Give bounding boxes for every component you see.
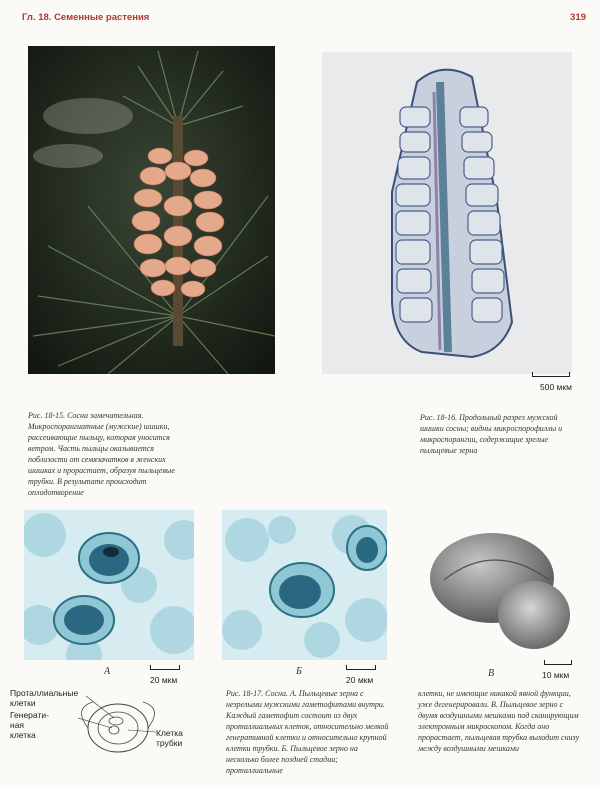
label-generative-line1: Генерати- [10, 710, 49, 720]
scale-label-fig16: 500 мкм [540, 382, 572, 392]
label-generative-cell [10, 710, 49, 740]
label-generative-line2: ная [10, 720, 25, 730]
pollen-sem-image [414, 520, 579, 660]
cone-section-micrograph [322, 52, 572, 374]
page-number: 319 [570, 12, 586, 23]
figure-letter-c: В [488, 668, 495, 679]
pollen-micrograph-a [24, 510, 194, 660]
pine-cones-photo [28, 46, 275, 374]
label-prothallial-cells [10, 688, 78, 708]
caption-fig16: Рис. 18-16. Продольный разрез мужской шишки сосны; видны микроспорофиллы и микроспорангии, содержащие зрелые пыльцевые зерна [420, 413, 563, 455]
scale-bar-b [346, 665, 376, 670]
label-prothallial-line1: Проталлиальные [10, 688, 79, 698]
running-head: Гл. 18. Семенные растения [22, 12, 150, 23]
scale-label-c: 10 мкм [542, 670, 570, 680]
pollen-micrograph-b [222, 510, 387, 660]
label-tube-line1: Клетка [156, 728, 183, 738]
scale-label-a: 20 мкм [150, 675, 178, 685]
caption-fig17-right: клетки, не имеющие никакой явной функции, уже дегенерировали. В. Пыльцевое зерно с двумя воздушными мешками под сканирующим электронным микроскопом. Когда оно прорастает, пыльцевая трубка выходит снизу между воздушными мешками [418, 689, 580, 753]
figure-letter-a: А [104, 666, 111, 677]
label-generative-line3: клетка [10, 730, 36, 740]
label-prothallial-line2: клетки [10, 698, 36, 708]
scale-bar-c [544, 660, 572, 665]
figure-letter-b: Б [296, 666, 302, 677]
scale-bar-a [150, 665, 180, 670]
caption-fig17-left: Рис. 18-17. Сосна. А. Пыльцевые зерна с незрелыми мужскими гаметофитами внутри. Каждый гаметофит состоит из двух проталлиальных клеток, относительно мелкой генеративной клетки и относительно крупной клетки трубки. Б. Пыльцевое зерно на несколько более поздней стадии; проталлиальные [226, 689, 389, 775]
caption-fig15: Рис. 18-15. Сосна замечательная. Микроспорангиатные (мужские) шишки, рассеивающие пыльцу, которая уносится ветром. Часть пыльцы оказывается поблизости от семязачатков в женских шишках и прорастает, образуя пыльцевые трубки. В результате происходит оплодотворение [28, 411, 175, 497]
scale-label-b: 20 мкм [346, 675, 374, 685]
label-tube-cell [156, 728, 183, 748]
scale-bar-fig16 [532, 372, 570, 377]
label-tube-line2: трубки [156, 738, 183, 748]
